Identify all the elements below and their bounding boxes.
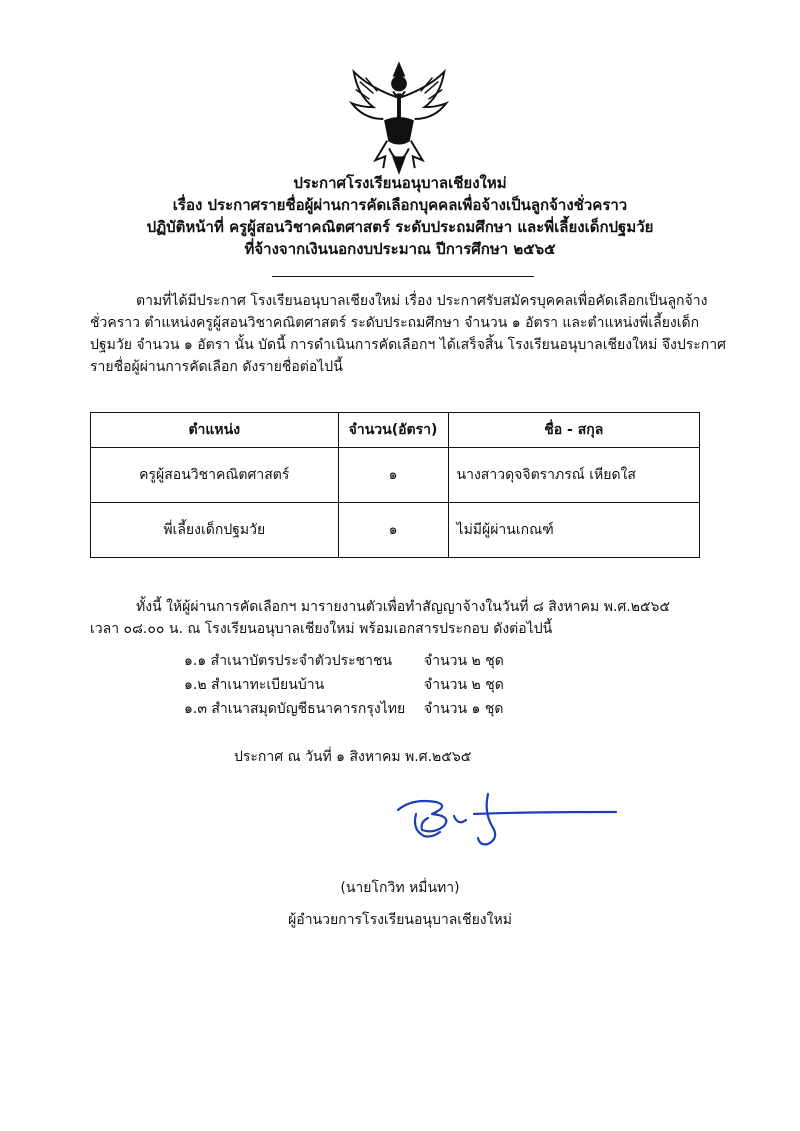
document-qty: จำนวน ๒ ชุด: [424, 677, 504, 693]
table-row: [91, 503, 700, 558]
table-row: [91, 448, 700, 503]
document-name: ๑.๑ สำเนาบัตรประจำตัวประชาชน: [184, 653, 393, 669]
intro-line: รายชื่อผู้ผ่านการคัดเลือก ดังรายชื่อต่อไปนี้: [90, 359, 343, 375]
col-header-name: ชื่อ - สกุล: [448, 413, 699, 448]
report-line: ทั้งนี้ ให้ผู้ผ่านการคัดเลือกฯ มารายงานตัวเพื่อทำสัญญาจ้างในวันที่ ๘ สิงหาคม พ.ศ.๒๕๖๕: [136, 599, 671, 615]
signer-name: (นายโกวิท หมื่นทา): [340, 880, 460, 896]
col-header-count: จำนวน(อัตรา): [338, 413, 448, 448]
header-line-1: ประกาศโรงเรียนอนุบาลเชียงใหม่: [293, 174, 507, 192]
report-paragraph: [90, 596, 710, 640]
list-item: [184, 650, 504, 674]
announcement-date: ประกาศ ณ วันที่ ๑ สิงหาคม พ.ศ.๒๕๖๕: [234, 749, 472, 765]
header-line-3: ปฏิบัติหน้าที่ ครูผู้สอนวิชาคณิตศาสตร์ ระดับประถมศึกษา และพี่เลี้ยงเด็กปฐมวัย: [146, 218, 654, 236]
signer-block: [0, 872, 800, 936]
header-line-4: ที่จ้างจากเงินนอกงบประมาณ ปีการศึกษา ๒๕๖๕: [244, 240, 556, 258]
document-qty: จำนวน ๒ ชุด: [424, 653, 504, 669]
cell-name: ไม่มีผู้ผ่านเกณฑ์: [448, 503, 699, 558]
header-line-2: เรื่อง ประกาศรายชื่อผู้ผ่านการคัดเลือกบุคคลเพื่อจ้างเป็นลูกจ้างชั่วคราว: [172, 196, 628, 214]
table-header-row: [91, 413, 700, 448]
report-line: เวลา ๐๘.๐๐ น. ณ โรงเรียนอนุบาลเชียงใหม่ พร้อมเอกสารประกอบ ดังต่อไปนี้: [90, 621, 553, 637]
announcement-header: [0, 172, 800, 260]
intro-line: ตามที่ได้มีประกาศ โรงเรียนอนุบาลเชียงใหม่ เรื่อง ประกาศรับสมัครบุคคลเพื่อคัดเลือกเป็นลูกจ้าง: [136, 293, 708, 309]
list-item: [184, 698, 504, 722]
col-header-position: ตำแหน่ง: [91, 413, 339, 448]
garuda-emblem-icon: [340, 58, 458, 176]
intro-line: ชั่วคราว ตำแหน่งครูผู้สอนวิชาคณิตศาสตร์ ระดับประถมศึกษา จำนวน ๑ อัตรา และตำแหน่งพี่เลี้ยงเด็ก: [90, 315, 700, 331]
cell-count: ๑: [338, 448, 448, 503]
cell-position: ครูผู้สอนวิชาคณิตศาสตร์: [91, 448, 339, 503]
header-divider: [272, 276, 534, 277]
documents-list: [184, 650, 504, 722]
intro-line: ปฐมวัย จำนวน ๑ อัตรา นั้น บัดนี้ การดำเนินการคัดเลือกฯ ได้เสร็จสิ้น โรงเรียนอนุบาลเชียงใหม่ จึงประกาศ: [90, 337, 727, 353]
signature-icon: [392, 786, 622, 856]
cell-name: นางสาวดุจจิตราภรณ์ เหียดใส: [448, 448, 699, 503]
results-table: [90, 412, 700, 558]
document-qty: จำนวน ๑ ชุด: [424, 701, 504, 717]
signer-title: ผู้อำนวยการโรงเรียนอนุบาลเชียงใหม่: [288, 912, 512, 928]
document-name: ๑.๒ สำเนาทะเบียนบ้าน: [184, 677, 325, 693]
document-name: ๑.๓ สำเนาสมุดบัญชีธนาคารกรุงไทย: [184, 701, 406, 717]
list-item: [184, 674, 504, 698]
intro-paragraph: [90, 290, 727, 378]
cell-position: พี่เลี้ยงเด็กปฐมวัย: [91, 503, 339, 558]
cell-count: ๑: [338, 503, 448, 558]
